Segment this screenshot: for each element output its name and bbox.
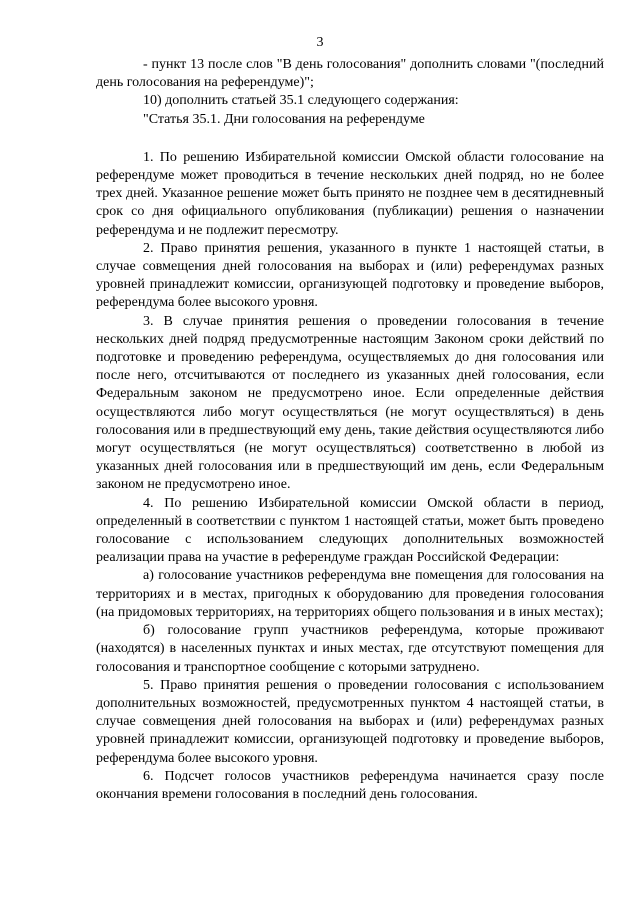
paragraph-clause-5: 5. Право принятия решения о проведении голосования с использованием дополнительных возможностей, предусмотренных пунктом 4 настоящей статьи, в случае совмещения дней голосования на выборах и (или) референдумах разных уровней принадлежит комиссии, организующей подготовку и проведение выборов, референдума более высокого уровня. xyxy=(96,677,604,766)
article-heading: "Статья 35.1. Дни голосования на референдуме xyxy=(143,111,425,127)
paragraph-clause-2: 2. Право принятия решения, указанного в пункте 1 настоящей статьи, в случае совмещения дней голосования на выборах и (или) референдумах разных уровней принадлежит комиссии, организующей подготовку и проведение выборов, референдума более высокого уровня. xyxy=(96,240,604,311)
paragraph-clause-6: 6. Подсчет голосов участников референдума начинается сразу после окончания времени голосования в последний день голосования. xyxy=(96,768,604,802)
paragraph-point-13-amendment: - пункт 13 после слов "В день голосования" дополнить словами "(последний день голосования на референдуме)"; xyxy=(96,57,604,91)
paragraph-subclause-b: б) голосование групп участников референдума, которые проживают (находятся) в населенных пунктах и иных местах, где отсутствуют помещения для голосования и транспортное сообщение с которыми затруднено. xyxy=(96,623,604,675)
page-number: 3 xyxy=(316,35,324,50)
paragraph-clause-4: 4. По решению Избирательной комиссии Омской области в период, определенный в соответствии с пунктом 1 настоящей статьи, может быть проведено голосование с использованием следующих дополнительных возможностей реализации права на участие в референдуме граждан Российской Федерации: xyxy=(96,495,604,566)
paragraph-clause-1: 1. По решению Избирательной комиссии Омской области голосование на референдуме может проводиться в течение нескольких дней подряд, но не более трех дней. Указанное решение может быть принято не позднее чем в десятидневный срок со дня официального опубликования (публикации) решения о назначении референдума и не подлежит пересмотру. xyxy=(96,149,604,238)
document-body xyxy=(96,56,604,804)
paragraph-clause-3: 3. В случае принятия решения о проведении голосования в течение нескольких дней подряд предусмотренные настоящим Законом сроки действий по подготовке и проведению референдума, осуществляемых до дня голосования или после него, отсчитываются от последнего из указанных дней голосования, если Федеральным законом не предусмотрено иное. Если определенные действия осуществляются либо могут осуществляться (не могут осуществляться) в день голосования или в предшествующий ему день, такие действия осуществляются либо могут осуществляться (не могут осуществляться) соответственно в любой из указанных дней голосования или в предшествующий им день, если Федеральным законом не предусмотрено иное. xyxy=(96,313,604,493)
paragraph-item-10: 10) дополнить статьей 35.1 следующего содержания: xyxy=(143,93,459,109)
paragraph-subclause-a: а) голосование участников референдума вне помещения для голосования на территориях и в местах, пригодных к оборудованию для проведения голосования (на придомовых территориях, на территориях общего пользования и в иных местах); xyxy=(96,568,604,620)
spacer xyxy=(96,129,604,149)
